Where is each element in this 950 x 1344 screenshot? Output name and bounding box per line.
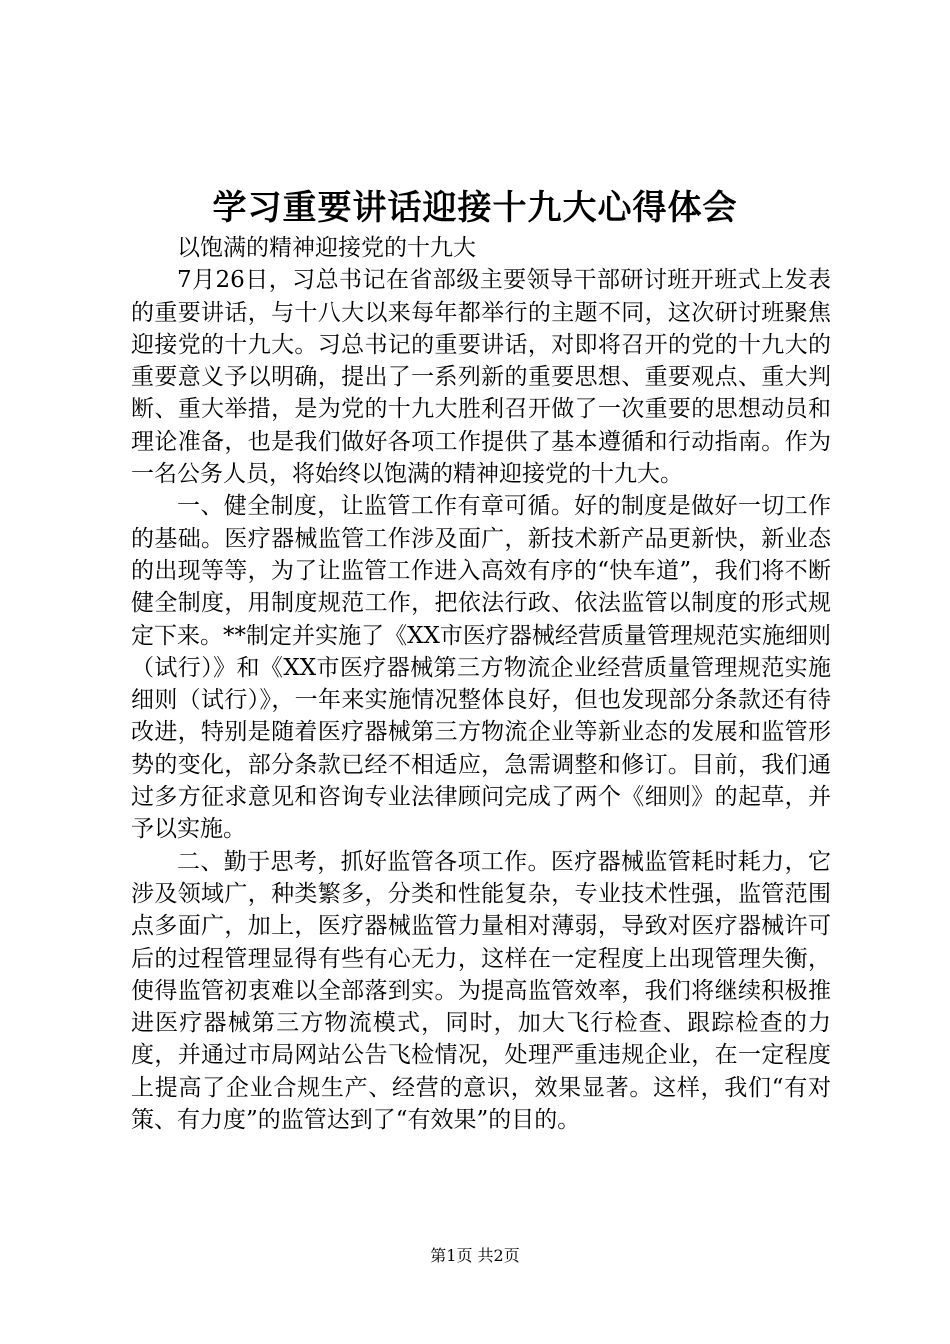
paragraph-intro: 7月26日，习总书记在省部级主要领导干部研讨班开班式上发表的重要讲话，与十八大以来每年都举行的主题不同，这次研讨班聚焦迎接党的十九大。习总书记的重要讲话，对即将召开的党的十九大的重要意义予以明确，提出了一系列新的重要思想、重要观点、重大判断、重大举措，是为党的十九大胜利召开做了一次重要的思想动员和理论准备，也是我们做好各项工作提供了基本遵循和行动指南。作为一名公务人员，将始终以饱满的精神迎接党的十九大。 bbox=[131, 267, 831, 488]
paragraph-section-one: 一、健全制度，让监管工作有章可循。好的制度是做好一切工作的基础。医疗器械监管工作涉及面广，新技术新产品更新快，新业态的出现等等，为了让监管工作进入高效有序的“快车道”，我们将不断健全制度，用制度规范工作，把依法行政、依法监管以制度的形式规定下来。**制定并实施了《XX市医疗器械经营质量管理规范实施细则（试行）》和《XX市医疗器械第三方物流企业经营质量管理规范实施细则（试行）》，一年来实施情况整体良好，但也发现部分条款还有待改进，特别是随着医疗器械第三方物流企业等新业态的发展和监管形势的变化，部分条款已经不相适应，急需调整和修订。目前，我们通过多方征求意见和咨询专业法律顾问完成了两个《细则》的起草，并予以实施。 bbox=[131, 493, 831, 843]
page-number-footer: 第1页 共2页 bbox=[430, 1246, 520, 1265]
document-title: 学习重要讲话迎接十九大心得体会 bbox=[212, 188, 738, 228]
document-subtitle: 以饱满的精神迎接党的十九大 bbox=[177, 235, 476, 261]
paragraph-section-two: 二、勤于思考，抓好监管各项工作。医疗器械监管耗时耗力，它涉及领域广，种类繁多，分类和性能复杂，专业技术性强，监管范围点多面广，加上，医疗器械监管力量相对薄弱，导致对医疗器械许可后的过程管理显得有些有心无力，这样在一定程度上出现管理失衡，使得监管初衷难以全部落到实。为提高监管效率，我们将继续积极推进医疗器械第三方物流模式，同时，加大飞行检查、跟踪检查的力度，并通过市局网站公告飞检情况，处理严重违规企业，在一定程度上提高了企业合规生产、经营的意识，效果显著。这样，我们“有对策、有力度”的监管达到了“有效果”的目的。 bbox=[131, 848, 831, 1134]
document-body bbox=[131, 232, 831, 1136]
